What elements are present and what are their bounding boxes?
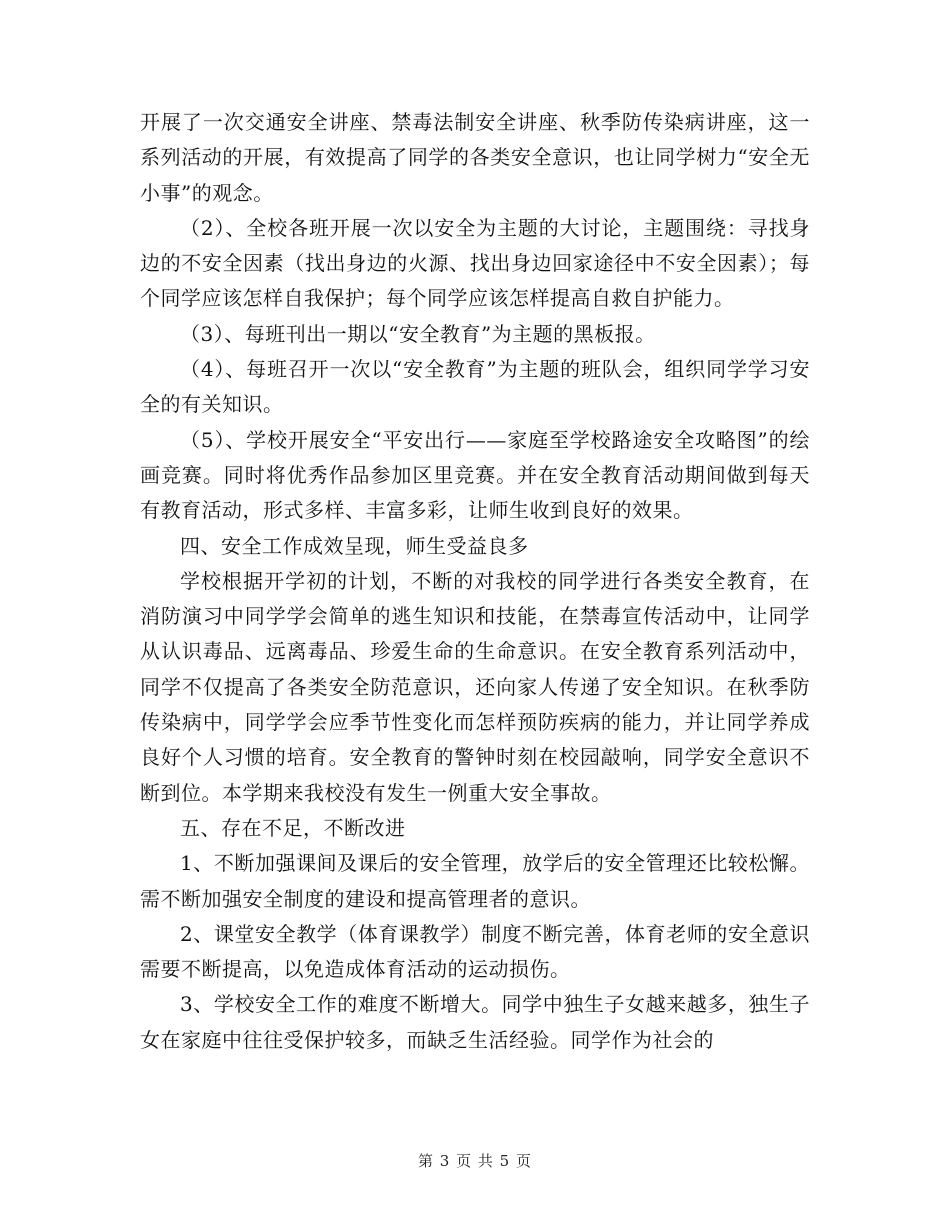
paragraph-improvement-2: 2、课堂安全教学（体育课教学）制度不断完善，体育老师的安全意识需要不断提高，以免造成体育活动的运动损伤。 [140,921,810,982]
paragraph-results: 学校根据开学初的计划，不断的对我校的同学进行各类安全教育，在消防演习中同学学会简单的逃生知识和技能，在禁毒宣传活动中，让同学从认识毒品、远离毒品、珍爱生命的生命意识。在安全教育系列活动中，同学不仅提高了各类安全防范意识，还向家人传递了安全知识。在秋季防传染病中，同学学会应季节性变化而怎样预防疾病的能力，并让同学养成良好个人习惯的培育。安全教育的警钟时刻在校园敲响，同学安全意识不断到位。本学期来我校没有发生一例重大安全事故。 [140,568,810,805]
paragraph-item-3: （3）、每班刊出一期以“安全教育”为主题的黑板报。 [180,321,656,346]
section-heading-5: 五、存在不足，不断改进 [180,815,406,840]
paragraph-continuation: 开展了一次交通安全讲座、禁毒法制安全讲座、秋季防传染病讲座，这一系列活动的开展，有效提高了同学的各类安全意识，也让同学树力“安全无小事”的观念。 [140,110,810,205]
paragraph-item-4: （4）、每班召开一次以“安全教育”为主题的班队会，组织同学学习安全的有关知识。 [140,357,810,417]
paragraph-item-5: （5）、学校开展安全“平安出行——家庭至学校路途安全攻略图”的绘画竞赛。同时将优秀作品参加区里竞赛。并在安全教育活动期间做到每天有教育活动，形式多样、丰富多彩，让师生收到良好的效果。 [140,427,810,523]
page-number-footer: 第 3 页 共 5 页 [418,1152,532,1170]
paragraph-improvement-1: 1、不断加强课间及课后的安全管理，放学后的安全管理还比较松懈。需不断加强安全制度的建设和提高管理者的意识。 [140,851,810,911]
section-heading-4: 四、安全工作成效呈现，师生受益良多 [180,533,529,558]
paragraph-improvement-3: 3、学校安全工作的难度不断增大。同学中独生子女越来越多，独生子女在家庭中往往受保护较多，而缺乏生活经验。同学作为社会的 [140,992,810,1052]
document-body [140,105,810,1058]
paragraph-item-2: （2）、全校各班开展一次以安全为主题的大讨论，主题围绕：寻找身边的不安全因素（找出身边的火源、找出身边回家途径中不安全因素）；每个同学应该怎样自我保护；每个同学应该怎样提高自救自护能力。 [140,215,810,311]
